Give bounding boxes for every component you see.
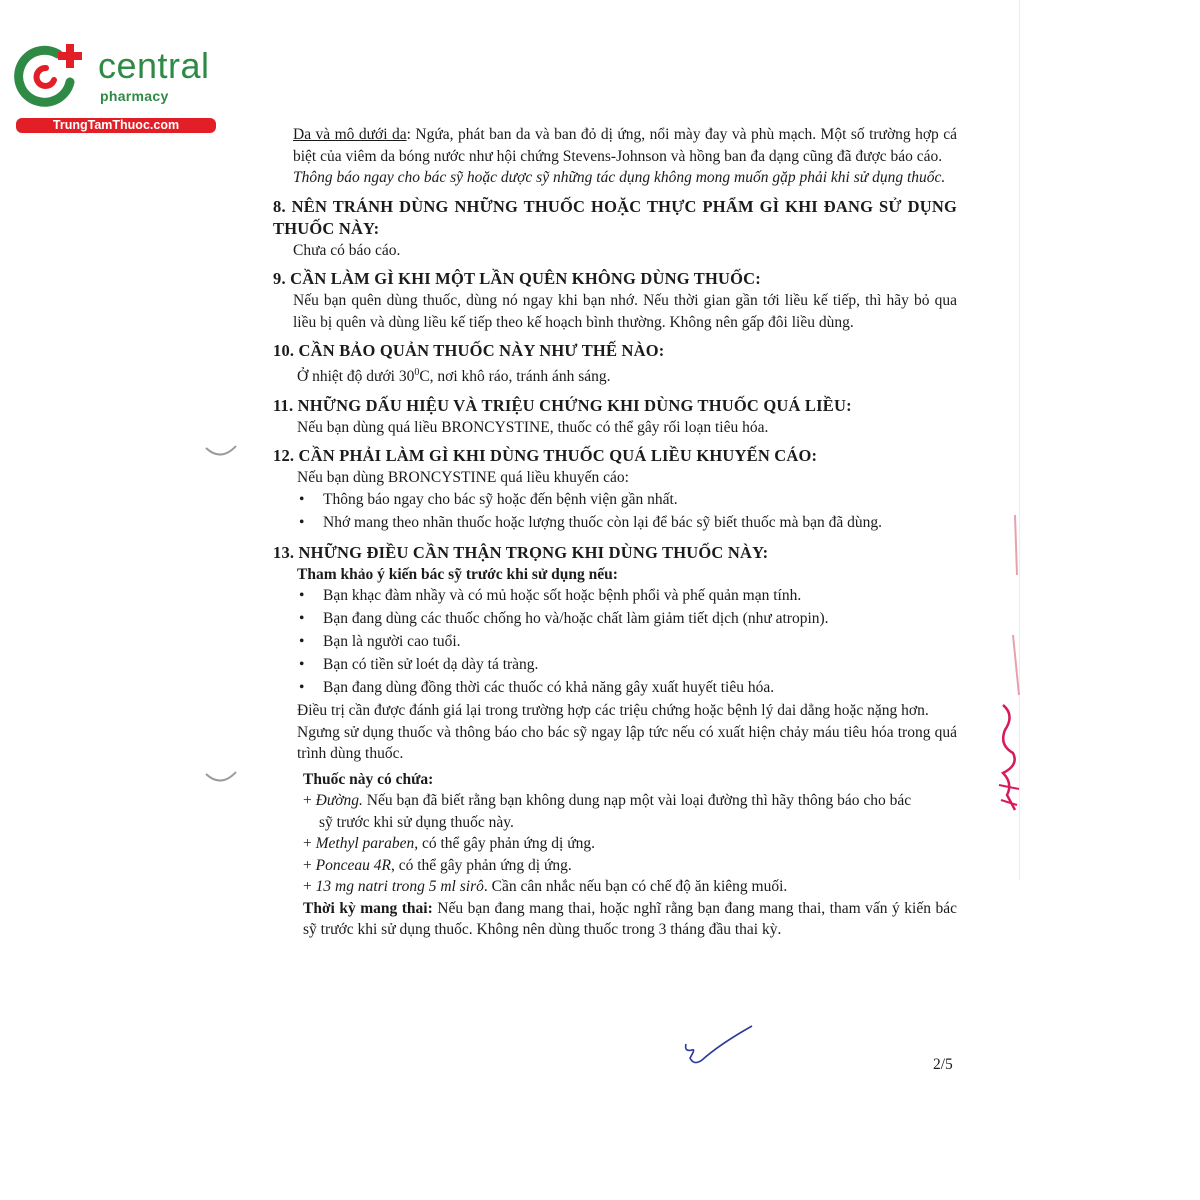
pregnancy-label: Thời kỳ mang thai: bbox=[303, 899, 433, 917]
list-item-text: Bạn đang dùng các thuốc chống ho và/hoặc chất làm giảm tiết dịch (như atropin). bbox=[323, 610, 829, 628]
skin-effects-paragraph bbox=[273, 124, 957, 167]
pregnancy-text: Nếu bạn đang mang thai, hoặc nghĩ rằng bạn đang mang thai, tham vấn ý kiến bác sỹ trước khi sử dụng thuốc. Không nên dùng thuốc trong 3 tháng đầu thai kỳ. bbox=[303, 899, 958, 939]
list-item bbox=[273, 489, 957, 511]
section-11-title: 11. NHỮNG DẤU HIỆU VÀ TRIỆU CHỨNG KHI DÙNG THUỐC QUÁ LIỀU: bbox=[273, 395, 852, 415]
list-item bbox=[273, 654, 957, 676]
bullet-icon: • bbox=[299, 633, 305, 651]
degree-sup: 0 bbox=[414, 367, 420, 378]
red-stamp-fragment-icon bbox=[995, 515, 1023, 825]
section-12-list bbox=[273, 489, 957, 534]
brand-subtitle: pharmacy bbox=[100, 88, 169, 104]
list-item bbox=[273, 677, 957, 699]
handwritten-signature-icon bbox=[680, 1022, 760, 1072]
section-8-title: 8. NÊN TRÁNH DÙNG NHỮNG THUỐC HOẶC THỰC PHẨM GÌ KHI ĐANG SỬ DỤNG THUỐC NÀY: bbox=[273, 196, 957, 238]
contains-item bbox=[273, 833, 957, 855]
plus-prefix: + bbox=[303, 835, 316, 853]
pregnancy-paragraph bbox=[273, 898, 957, 941]
list-item bbox=[273, 585, 957, 607]
skin-label: Da và mô dưới da bbox=[293, 126, 407, 143]
contains-title: Thuốc này có chứa: bbox=[303, 770, 434, 788]
bullet-icon: • bbox=[299, 490, 305, 508]
page-number: 2/5 bbox=[933, 1056, 953, 1073]
ingredient-name: Ponceau 4R bbox=[315, 856, 391, 874]
bullet-icon: • bbox=[299, 587, 305, 605]
section-12-text: Nếu bạn dùng BRONCYSTINE quá liều khuyến cáo: bbox=[297, 469, 629, 487]
list-item bbox=[273, 631, 957, 653]
list-item-text: Bạn đang dùng đồng thời các thuốc có khả năng gây xuất huyết tiêu hóa. bbox=[323, 679, 775, 697]
contains-item bbox=[273, 790, 957, 833]
bullet-icon: • bbox=[299, 610, 305, 628]
list-item-text: Bạn khạc đàm nhầy và có mủ hoặc sốt hoặc bệnh phổi và phế quản mạn tính. bbox=[323, 587, 802, 605]
list-item bbox=[273, 608, 957, 630]
section-10-text bbox=[273, 362, 957, 388]
ingredient-name: Methyl paraben, bbox=[315, 835, 419, 853]
contains-item bbox=[273, 855, 957, 877]
ingredient-text: Nếu bạn đã biết rằng bạn không dung nạp một vài loại đường thì hãy thông báo cho bác bbox=[362, 792, 912, 810]
ingredient-text-cont: sỹ trước khi sử dụng thuốc này. bbox=[319, 813, 514, 831]
brand-website[interactable]: TrungTamThuoc.com bbox=[16, 118, 216, 133]
list-item-text: Nhớ mang theo nhãn thuốc hoặc lượng thuốc còn lại để bác sỹ biết thuốc mà bạn đã dùng. bbox=[323, 513, 882, 531]
list-item bbox=[273, 512, 957, 534]
section-13-para-2: Ngưng sử dụng thuốc và thông báo cho bác sỹ ngay lập tức nếu có xuất hiện chảy máu tiêu hóa trong quá trình dùng thuốc. bbox=[297, 723, 957, 763]
punch-hole-mark-icon bbox=[203, 768, 239, 786]
report-side-effects-notice: Thông báo ngay cho bác sỹ hoặc dược sỹ những tác dụng không mong muốn gặp phải khi sử dụng thuốc. bbox=[293, 169, 946, 186]
contains-item bbox=[273, 876, 957, 898]
section-13-consult: Tham khảo ý kiến bác sỹ trước khi sử dụng nếu: bbox=[297, 565, 618, 583]
storage-text-a: Ở nhiệt độ dưới 30 bbox=[297, 368, 415, 386]
ingredient-name: 13 mg natri trong 5 ml sirô bbox=[315, 878, 484, 896]
section-13-para-1: Điều trị cần được đánh giá lại trong trường hợp các triệu chứng hoặc bệnh lý dai dẳng hoặc nặng hơn. bbox=[297, 702, 929, 720]
pharmacy-cross-logo-icon bbox=[10, 38, 90, 108]
section-13-list bbox=[273, 585, 957, 699]
list-item-text: Bạn là người cao tuổi. bbox=[323, 633, 461, 651]
section-9-title: 9. CẦN LÀM GÌ KHI MỘT LẦN QUÊN KHÔNG DÙNG THUỐC: bbox=[273, 269, 761, 288]
plus-prefix: + bbox=[303, 856, 316, 874]
ingredient-text: , có thể gây phản ứng dị ứng. bbox=[390, 856, 572, 874]
section-9-text: Nếu bạn quên dùng thuốc, dùng nó ngay khi bạn nhớ. Nếu thời gian gần tới liều kế tiếp, thì hãy bỏ qua liều bị quên và dùng liều kế tiếp theo kế hoạch bình thường. Không nên gấp đôi liều dùng. bbox=[293, 292, 957, 331]
punch-hole-mark-icon bbox=[203, 442, 239, 460]
section-13-title: 13. NHỮNG ĐIỀU CẦN THẬN TRỌNG KHI DÙNG THUỐC NÀY: bbox=[273, 542, 769, 562]
bullet-icon: • bbox=[299, 513, 305, 531]
ingredient-name: Đường. bbox=[315, 792, 363, 810]
storage-text-b: C, nơi khô ráo, tránh ánh sáng. bbox=[419, 368, 611, 386]
ingredient-text: có thể gây phản ứng dị ứng. bbox=[418, 835, 596, 853]
plus-prefix: + bbox=[303, 792, 316, 810]
ingredient-text: . Cần cân nhắc nếu bạn có chế độ ăn kiêng muối. bbox=[483, 878, 788, 896]
section-12-title: 12. CẦN PHẢI LÀM GÌ KHI DÙNG THUỐC QUÁ LIỀU KHUYẾN CÁO: bbox=[273, 446, 818, 466]
skin-text: : Ngứa, phát ban da và ban đỏ dị ứng, nổi mày đay và phù mạch. Một số trường hợp cá biệt của viêm da bóng nước như hội chứng Stevens-Johnson và hồng ban đa dạng cũng đã được báo cáo. bbox=[293, 126, 958, 165]
section-8-text: Chưa có báo cáo. bbox=[293, 241, 401, 259]
section-10-title: 10. CẦN BẢO QUẢN THUỐC NÀY NHƯ THẾ NÀO: bbox=[273, 341, 665, 360]
document-body bbox=[273, 124, 957, 941]
list-item-text: Bạn có tiền sử loét dạ dày tá tràng. bbox=[323, 656, 539, 674]
brand-logo[interactable] bbox=[10, 38, 215, 138]
plus-prefix: + bbox=[303, 878, 316, 896]
section-11-text: Nếu bạn dùng quá liều BRONCYSTINE, thuốc có thể gây rối loạn tiêu hóa. bbox=[297, 418, 769, 436]
bullet-icon: • bbox=[299, 656, 305, 674]
bullet-icon: • bbox=[299, 679, 305, 697]
list-item-text: Thông báo ngay cho bác sỹ hoặc đến bệnh viện gần nhất. bbox=[323, 490, 678, 508]
brand-name: central bbox=[98, 45, 210, 86]
